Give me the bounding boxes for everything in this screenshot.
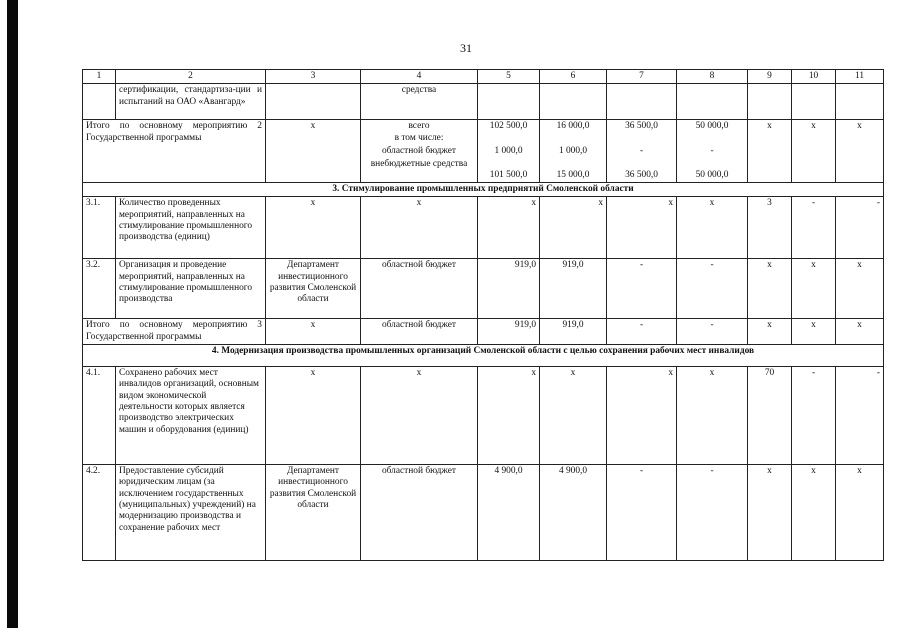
value-cell [748, 84, 792, 120]
row-name-cell: сертификации, стандартиза-ции и испытаний на ОАО «Авангард» [116, 84, 266, 120]
value-cell: x [540, 197, 607, 259]
executor-cell: x [266, 197, 361, 259]
row-name-cell: Количество проведенных мероприятий, направленных на стимулирование промышленного производства (единиц) [116, 197, 266, 259]
value-cell: - [677, 259, 748, 319]
funding-line: областной бюджет [381, 145, 457, 156]
scan-edge-bar [7, 0, 18, 628]
value-cell [540, 84, 607, 120]
value-cell: 70 [748, 367, 792, 465]
value-cell [677, 84, 748, 120]
value-cell: - [677, 319, 748, 345]
total-label-cell: Итого по основному мероприятию 3 Государственной программы [83, 319, 266, 345]
value-cell: 4 900,0 [478, 465, 540, 561]
header-cell: 4 [361, 70, 478, 84]
value-cell: x [836, 120, 884, 183]
value-cell [607, 120, 677, 183]
value-cell: x [792, 259, 836, 319]
executor-cell: x [266, 120, 361, 183]
value-line: 50 000,0 [695, 169, 729, 180]
funding-line: внебюджетные средства [370, 159, 468, 170]
value-line-spacer [543, 133, 603, 144]
row-number-cell: 3.2. [83, 259, 116, 319]
row-number-cell: 4.1. [83, 367, 116, 465]
section-header-row [83, 345, 884, 367]
value-cell: x [748, 465, 792, 561]
table-row [83, 465, 884, 561]
executor-cell [266, 84, 361, 120]
header-cell: 7 [607, 70, 677, 84]
table-row [83, 259, 884, 319]
value-cell: - [607, 465, 677, 561]
value-cell: - [836, 197, 884, 259]
header-cell: 1 [83, 70, 116, 84]
value-cell: x [478, 367, 540, 465]
value-cell: x [836, 259, 884, 319]
row-number-cell [83, 84, 116, 120]
value-cell: x [748, 259, 792, 319]
value-cell: - [677, 465, 748, 561]
row-number-cell: 3.1. [83, 197, 116, 259]
table-row [83, 367, 884, 465]
funding-source-cell: областной бюджет [361, 465, 478, 561]
value-line: 36 500,0 [625, 169, 658, 180]
value-cell: x [607, 367, 677, 465]
value-line: 15 000,0 [556, 169, 590, 180]
page-number: 31 [460, 41, 472, 55]
value-cell: - [836, 367, 884, 465]
header-cell: 5 [478, 70, 540, 84]
table-row-total-3 [83, 319, 884, 345]
value-cell [478, 84, 540, 120]
value-line-spacer [481, 133, 536, 144]
value-cell [540, 120, 607, 183]
header-cell: 9 [748, 70, 792, 84]
value-cell [478, 120, 540, 183]
value-line: 50 000,0 [695, 121, 729, 132]
value-cell [677, 120, 748, 183]
value-cell: 919,0 [540, 259, 607, 319]
header-cell: 2 [116, 70, 266, 84]
section-header-row [83, 183, 884, 197]
header-cell: 6 [540, 70, 607, 84]
funding-source-cell: областной бюджет [361, 319, 478, 345]
row-name-cell: Предоставление субсидий юридическим лицам (за исключением государственных (муниципальных) учреждений) на модернизацию производства и сохранение рабочих мест [116, 465, 266, 561]
row-name-cell: Сохранено рабочих мест инвалидов организаций, основным видом экономической деятельности которых является производство электрических машин и оборудования (единиц) [116, 367, 266, 465]
funding-source-cell: средства [361, 84, 478, 120]
header-cell: 8 [677, 70, 748, 84]
value-cell: 919,0 [540, 319, 607, 345]
header-cell: 11 [836, 70, 884, 84]
funding-line: в том числе: [394, 132, 444, 143]
value-cell: x [836, 319, 884, 345]
value-cell: x [677, 367, 748, 465]
section-title: 3. Стимулирование промышленных предприятий Смоленской области [83, 183, 884, 197]
funding-line: всего [408, 121, 430, 132]
value-cell: 919,0 [478, 259, 540, 319]
value-cell: x [748, 319, 792, 345]
value-cell: - [607, 319, 677, 345]
value-line: 36 500,0 [625, 121, 658, 132]
value-cell [792, 84, 836, 120]
section-title: 4. Модернизация производства промышленных организаций Смоленской области с целью сохранения рабочих мест инвалидов [83, 345, 884, 367]
row-name-cell: Организация и проведение мероприятий, направленных на стимулирование промышленного производства [116, 259, 266, 319]
value-line: 1 000,0 [558, 145, 588, 156]
value-line-spacer [680, 133, 744, 144]
value-cell: x [836, 465, 884, 561]
value-line: 1 000,0 [494, 145, 523, 156]
funding-source-cell [361, 120, 478, 183]
value-cell [607, 84, 677, 120]
executor-cell: Департамент инвестиционного развития Смоленской области [266, 259, 361, 319]
value-cell: - [792, 197, 836, 259]
value-cell: - [607, 259, 677, 319]
value-line: 102 500,0 [489, 121, 528, 132]
funding-source-cell: x [361, 197, 478, 259]
value-cell: x [792, 465, 836, 561]
program-table [82, 69, 884, 561]
executor-cell: x [266, 319, 361, 345]
value-line: 101 500,0 [489, 169, 528, 180]
value-cell [836, 84, 884, 120]
value-line-spacer [610, 133, 673, 144]
value-cell: 3 [748, 197, 792, 259]
table-row [83, 197, 884, 259]
funding-source-cell: x [361, 367, 478, 465]
value-line: - [710, 145, 714, 156]
table-row-total-2 [83, 120, 884, 183]
header-cell: 10 [792, 70, 836, 84]
value-cell: x [748, 120, 792, 183]
value-cell: - [792, 367, 836, 465]
value-line: - [639, 145, 644, 156]
table-row [83, 84, 884, 120]
table-header-row [83, 70, 884, 84]
header-cell: 3 [266, 70, 361, 84]
executor-cell: Департамент инвестиционного развития Смоленской области [266, 465, 361, 561]
value-cell: x [677, 197, 748, 259]
value-cell: x [792, 120, 836, 183]
value-cell: 919,0 [478, 319, 540, 345]
executor-cell: x [266, 367, 361, 465]
funding-source-cell: областной бюджет [361, 259, 478, 319]
value-cell: x [478, 197, 540, 259]
value-cell: x [607, 197, 677, 259]
value-cell: x [792, 319, 836, 345]
value-line: 16 000,0 [556, 121, 590, 132]
value-cell: x [540, 367, 607, 465]
total-label-cell: Итого по основному мероприятию 2 Государственной программы [83, 120, 266, 183]
row-number-cell: 4.2. [83, 465, 116, 561]
value-cell: 4 900,0 [540, 465, 607, 561]
